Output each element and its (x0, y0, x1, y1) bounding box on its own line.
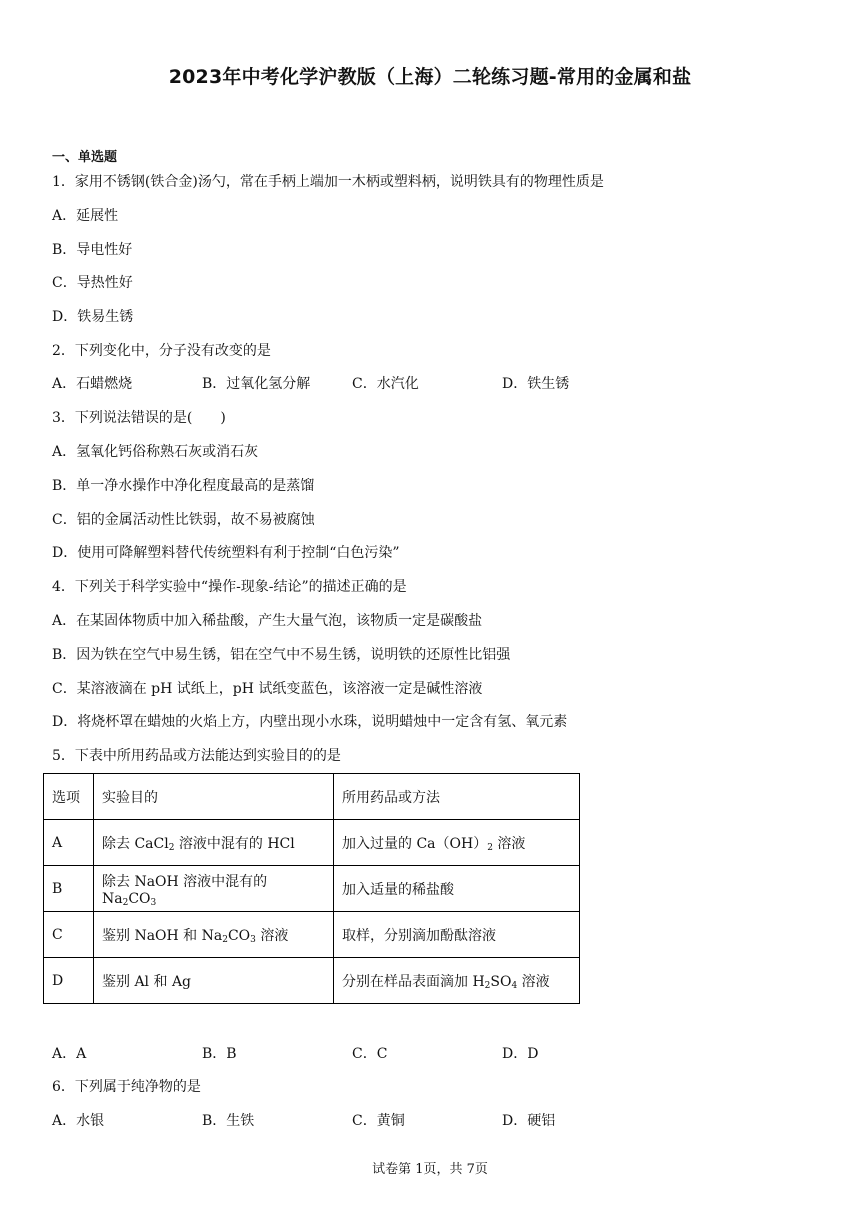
table-header-purpose: 实验目的 (94, 774, 334, 820)
question-2-option-d: D．铁生锈 (502, 376, 570, 392)
question-5-option-b: B．B (202, 1046, 237, 1062)
question-1-option-d: D．铁易生锈 (52, 309, 134, 325)
question-3-option-a: A．氢氧化钙俗称熟石灰或消石灰 (52, 444, 259, 460)
question-5-option-d: D．D (502, 1046, 539, 1062)
table-cell-method: 取样，分别滴加酚酞溶液 (334, 912, 580, 958)
table-cell-purpose: 鉴别 NaOH 和 $Na_2CO_3$ 溶液 (94, 912, 334, 958)
table-cell-option: A (44, 820, 94, 866)
question-1-option-a: A．延展性 (52, 208, 119, 224)
table-cell-purpose: 除去 CaCl$_2$ 溶液中混有的 HCl (94, 820, 334, 866)
table-cell-method: 加入过量的 $Ca(OH)_2$ 溶液 (334, 820, 580, 866)
table-row (44, 866, 580, 912)
question-5-option-c: C．C (352, 1046, 388, 1062)
question-4-option-c: C．某溶液滴在 pH 试纸上，pH 试纸变蓝色，该溶液一定是碱性溶液 (52, 681, 483, 697)
table-header-row (44, 774, 580, 820)
table-cell-option: C (44, 912, 94, 958)
question-6-option-b: B．生铁 (202, 1113, 255, 1129)
question-5-table (43, 773, 580, 1004)
question-1-option-c: C．导热性好 (52, 275, 133, 291)
table-row (44, 912, 580, 958)
table-cell-option: B (44, 866, 94, 912)
question-6-stem: 6．下列属于纯净物的是 (52, 1079, 201, 1095)
question-4-stem: 4．下列关于科学实验中“操作-现象-结论”的描述正确的是 (52, 579, 407, 595)
question-1-option-b: B．导电性好 (52, 242, 133, 258)
question-5-stem: 5．下表中所用药品或方法能达到实验目的的是 (52, 748, 341, 764)
table-cell-purpose: 鉴别 Al 和 Ag (94, 958, 334, 1004)
question-6-option-c: C．黄铜 (352, 1113, 405, 1129)
table-header-option: 选项 (44, 774, 94, 820)
table-header-method: 所用药品或方法 (334, 774, 580, 820)
question-6-option-a: A．水银 (52, 1113, 105, 1129)
table-row (44, 958, 580, 1004)
page-title: 2023年中考化学沪教版（上海）二轮练习题-常用的金属和盐 (168, 66, 692, 88)
section-heading: 一、单选题 (52, 150, 118, 165)
table-cell-option: D (44, 958, 94, 1004)
question-3-stem: 3．下列说法错误的是( ) (52, 410, 226, 426)
question-2-option-c: C．水汽化 (352, 376, 419, 392)
question-2-option-a: A．石蜡燃烧 (52, 376, 133, 392)
question-3-option-c: C．铝的金属活动性比铁弱，故不易被腐蚀 (52, 512, 315, 528)
question-6-option-d: D．硬铝 (502, 1113, 556, 1129)
page-footer: 试卷第 1页，共 7页 (372, 1162, 488, 1177)
question-1-stem: 1．家用不锈钢(铁合金)汤勺，常在手柄上端加一木柄或塑料柄，说明铁具有的物理性质是 (52, 174, 604, 190)
table-cell-method: 分别在样品表面滴加 $H_2SO_4$ 溶液 (334, 958, 580, 1004)
question-4-option-a: A．在某固体物质中加入稀盐酸，产生大量气泡，该物质一定是碳酸盐 (52, 613, 483, 629)
table-cell-method: 加入适量的稀盐酸 (334, 866, 580, 912)
table-row (44, 820, 580, 866)
question-4-option-b: B．因为铁在空气中易生锈，铝在空气中不易生锈，说明铁的还原性比铝强 (52, 647, 511, 663)
question-3-option-b: B．单一净水操作中净化程度最高的是蒸馏 (52, 478, 315, 494)
question-4-option-d: D．将烧杯罩在蜡烛的火焰上方，内壁出现小水珠，说明蜡烛中一定含有氢、氧元素 (52, 714, 568, 730)
table-cell-purpose: 除去 NaOH 溶液中混有的 $Na_2CO_3$ (94, 866, 334, 912)
question-3-option-d: D．使用可降解塑料替代传统塑料有利于控制“白色污染” (52, 545, 400, 561)
question-2-stem: 2．下列变化中，分子没有改变的是 (52, 343, 271, 359)
question-2-option-b: B．过氧化氢分解 (202, 376, 311, 392)
question-5-option-a: A．A (52, 1046, 87, 1062)
